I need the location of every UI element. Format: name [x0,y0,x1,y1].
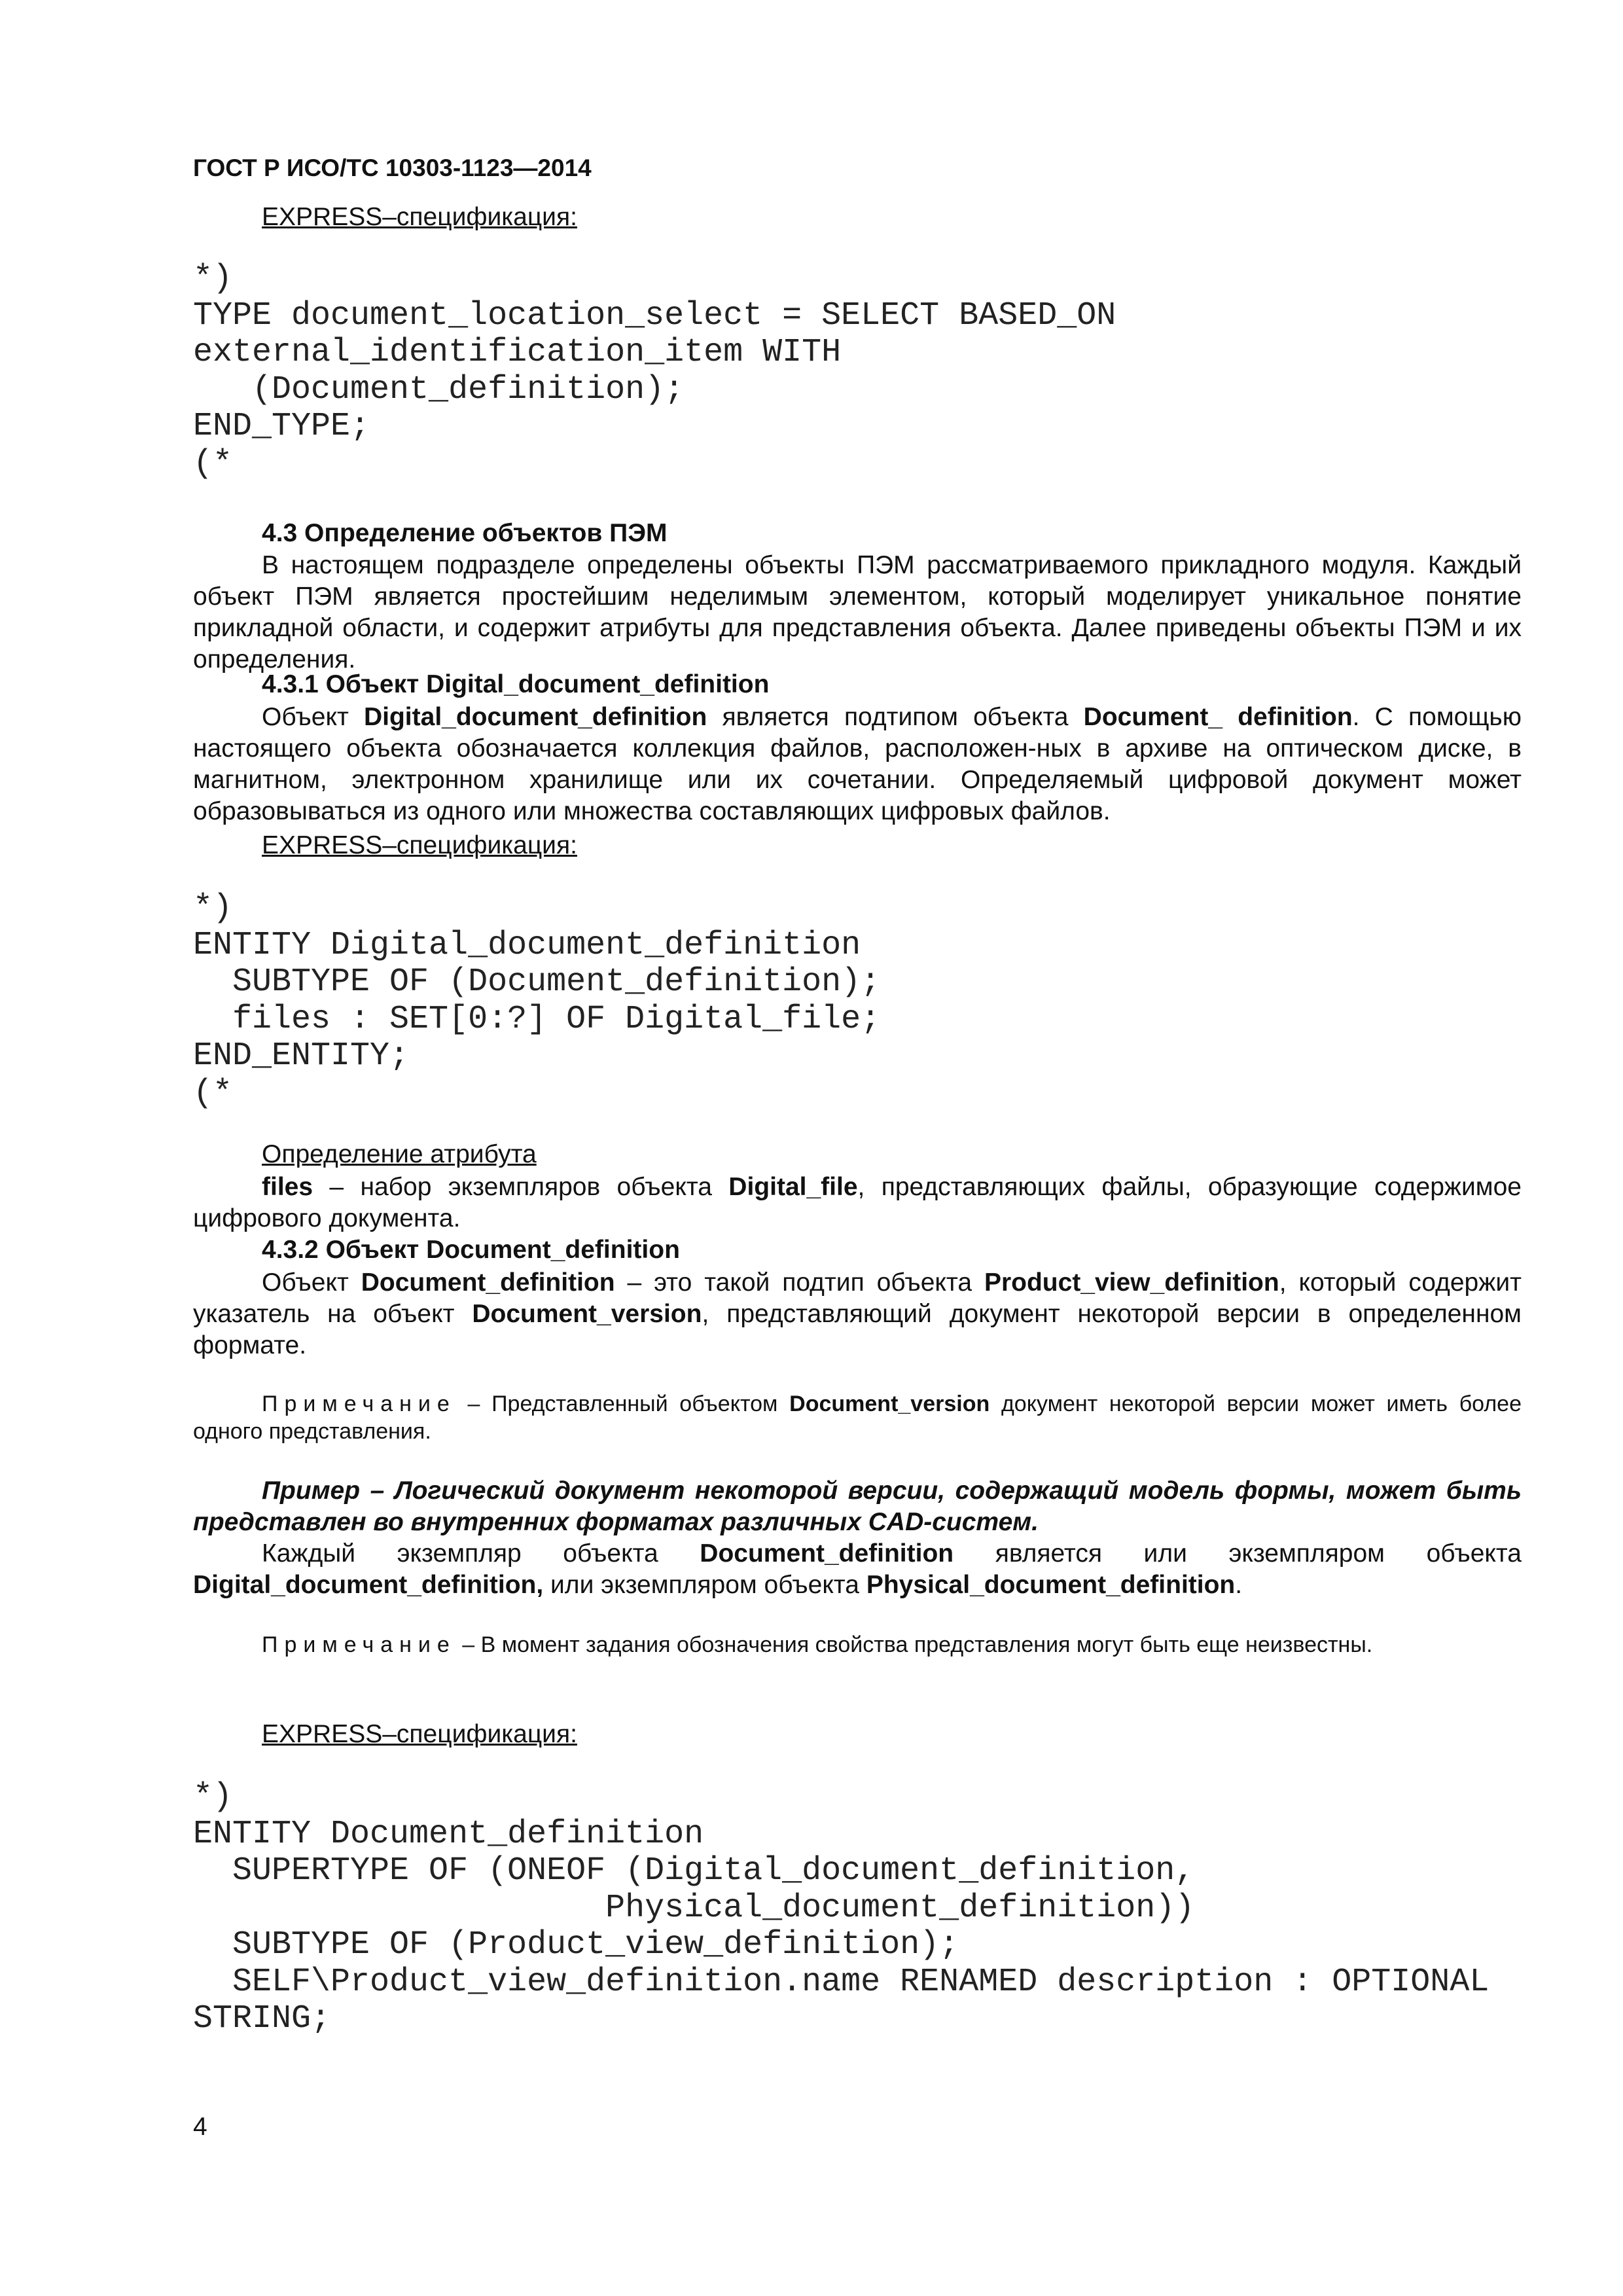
attribute-definition-label: Определение атрибута [262,1140,537,1168]
page-number: 4 [193,2113,207,2141]
code-block-digital-document-definition: *) ENTITY Digital_document_definition SUBTYPE OF (Document_definition); files : SET[0:?] OF Digital_file; END_ENTITY; (* [193,889,881,1112]
attribute-files-description: files – набор экземпляров объекта Digital_file, представляющих файлы, образующие содержимое цифрового документа. [193,1173,1522,1232]
code-block-document-definition: *) ENTITY Document_definition SUPERTYPE OF (ONEOF (Digital_document_definition, Physical_document_definition)) SUBTYPE OF (Product_view_definition); SELF\Product_view_definition.name RENAMED description : OPTIONAL STRING; [193,1778,1489,2037]
express-spec-label: EXPRESS–спецификация: [262,1720,577,1748]
express-spec-label: EXPRESS–спецификация: [262,203,577,231]
express-spec-label: EXPRESS–спецификация: [262,831,577,859]
instance-paragraph: Каждый экземпляр объекта Document_definition является или экземпляром объекта Digital_document_definition, или экземпляром объекта Physical_document_definition. [193,1539,1522,1599]
note-1: Примечание – Представленный объектом Document_version документ некоторой версии может иметь более одного представления. [193,1391,1522,1444]
section-paragraph-4-3-1: Объект Digital_document_definition является подтипом объекта Document_ definition. С помощью настоящего объекта обозначается коллекция файлов, расположен-ных в архиве на оптическом диске, в магнитном, электронном хранилище или их сочетании. Определяемый цифровой документ может образовываться из одного или множества составляющих цифровых файлов. [193,703,1522,825]
note-2: Примечание – В момент задания обозначения свойства представления могут быть еще неизвестны. [262,1632,1373,1657]
section-heading-4-3-1: 4.3.1 Объект Digital_document_definition [262,670,770,698]
code-block-type-select: *) TYPE document_location_select = SELECT BASED_ON external_identification_item WITH (Document_definition); END_TYPE; (* [193,260,1116,482]
document-header: ГОСТ Р ИСО/ТС 10303-1123—2014 [193,154,592,181]
section-heading-4-3-2: 4.3.2 Объект Document_definition [262,1236,680,1264]
section-heading-4-3: 4.3 Определение объектов ПЭМ [262,519,668,547]
section-paragraph-4-3: В настоящем подразделе определены объекты ПЭМ рассматриваемого прикладного модуля. Каждый объект ПЭМ является простейшим неделимым элементом, который моделирует уникальное понятие прикладной области, и содержит атрибуты для представления объекта. Далее приведены объекты ПЭМ и их определения. [193,551,1522,673]
section-paragraph-4-3-2: Объект Document_definition – это такой подтип объекта Product_view_definition, который содержит указатель на объект Document_version, представляющий документ некоторой версии в определенном формате. [193,1268,1522,1359]
example-paragraph: Пример – Логический документ некоторой версии, содержащий модель формы, может быть представлен во внутренних форматах различных CAD-систем. [193,1477,1522,1536]
